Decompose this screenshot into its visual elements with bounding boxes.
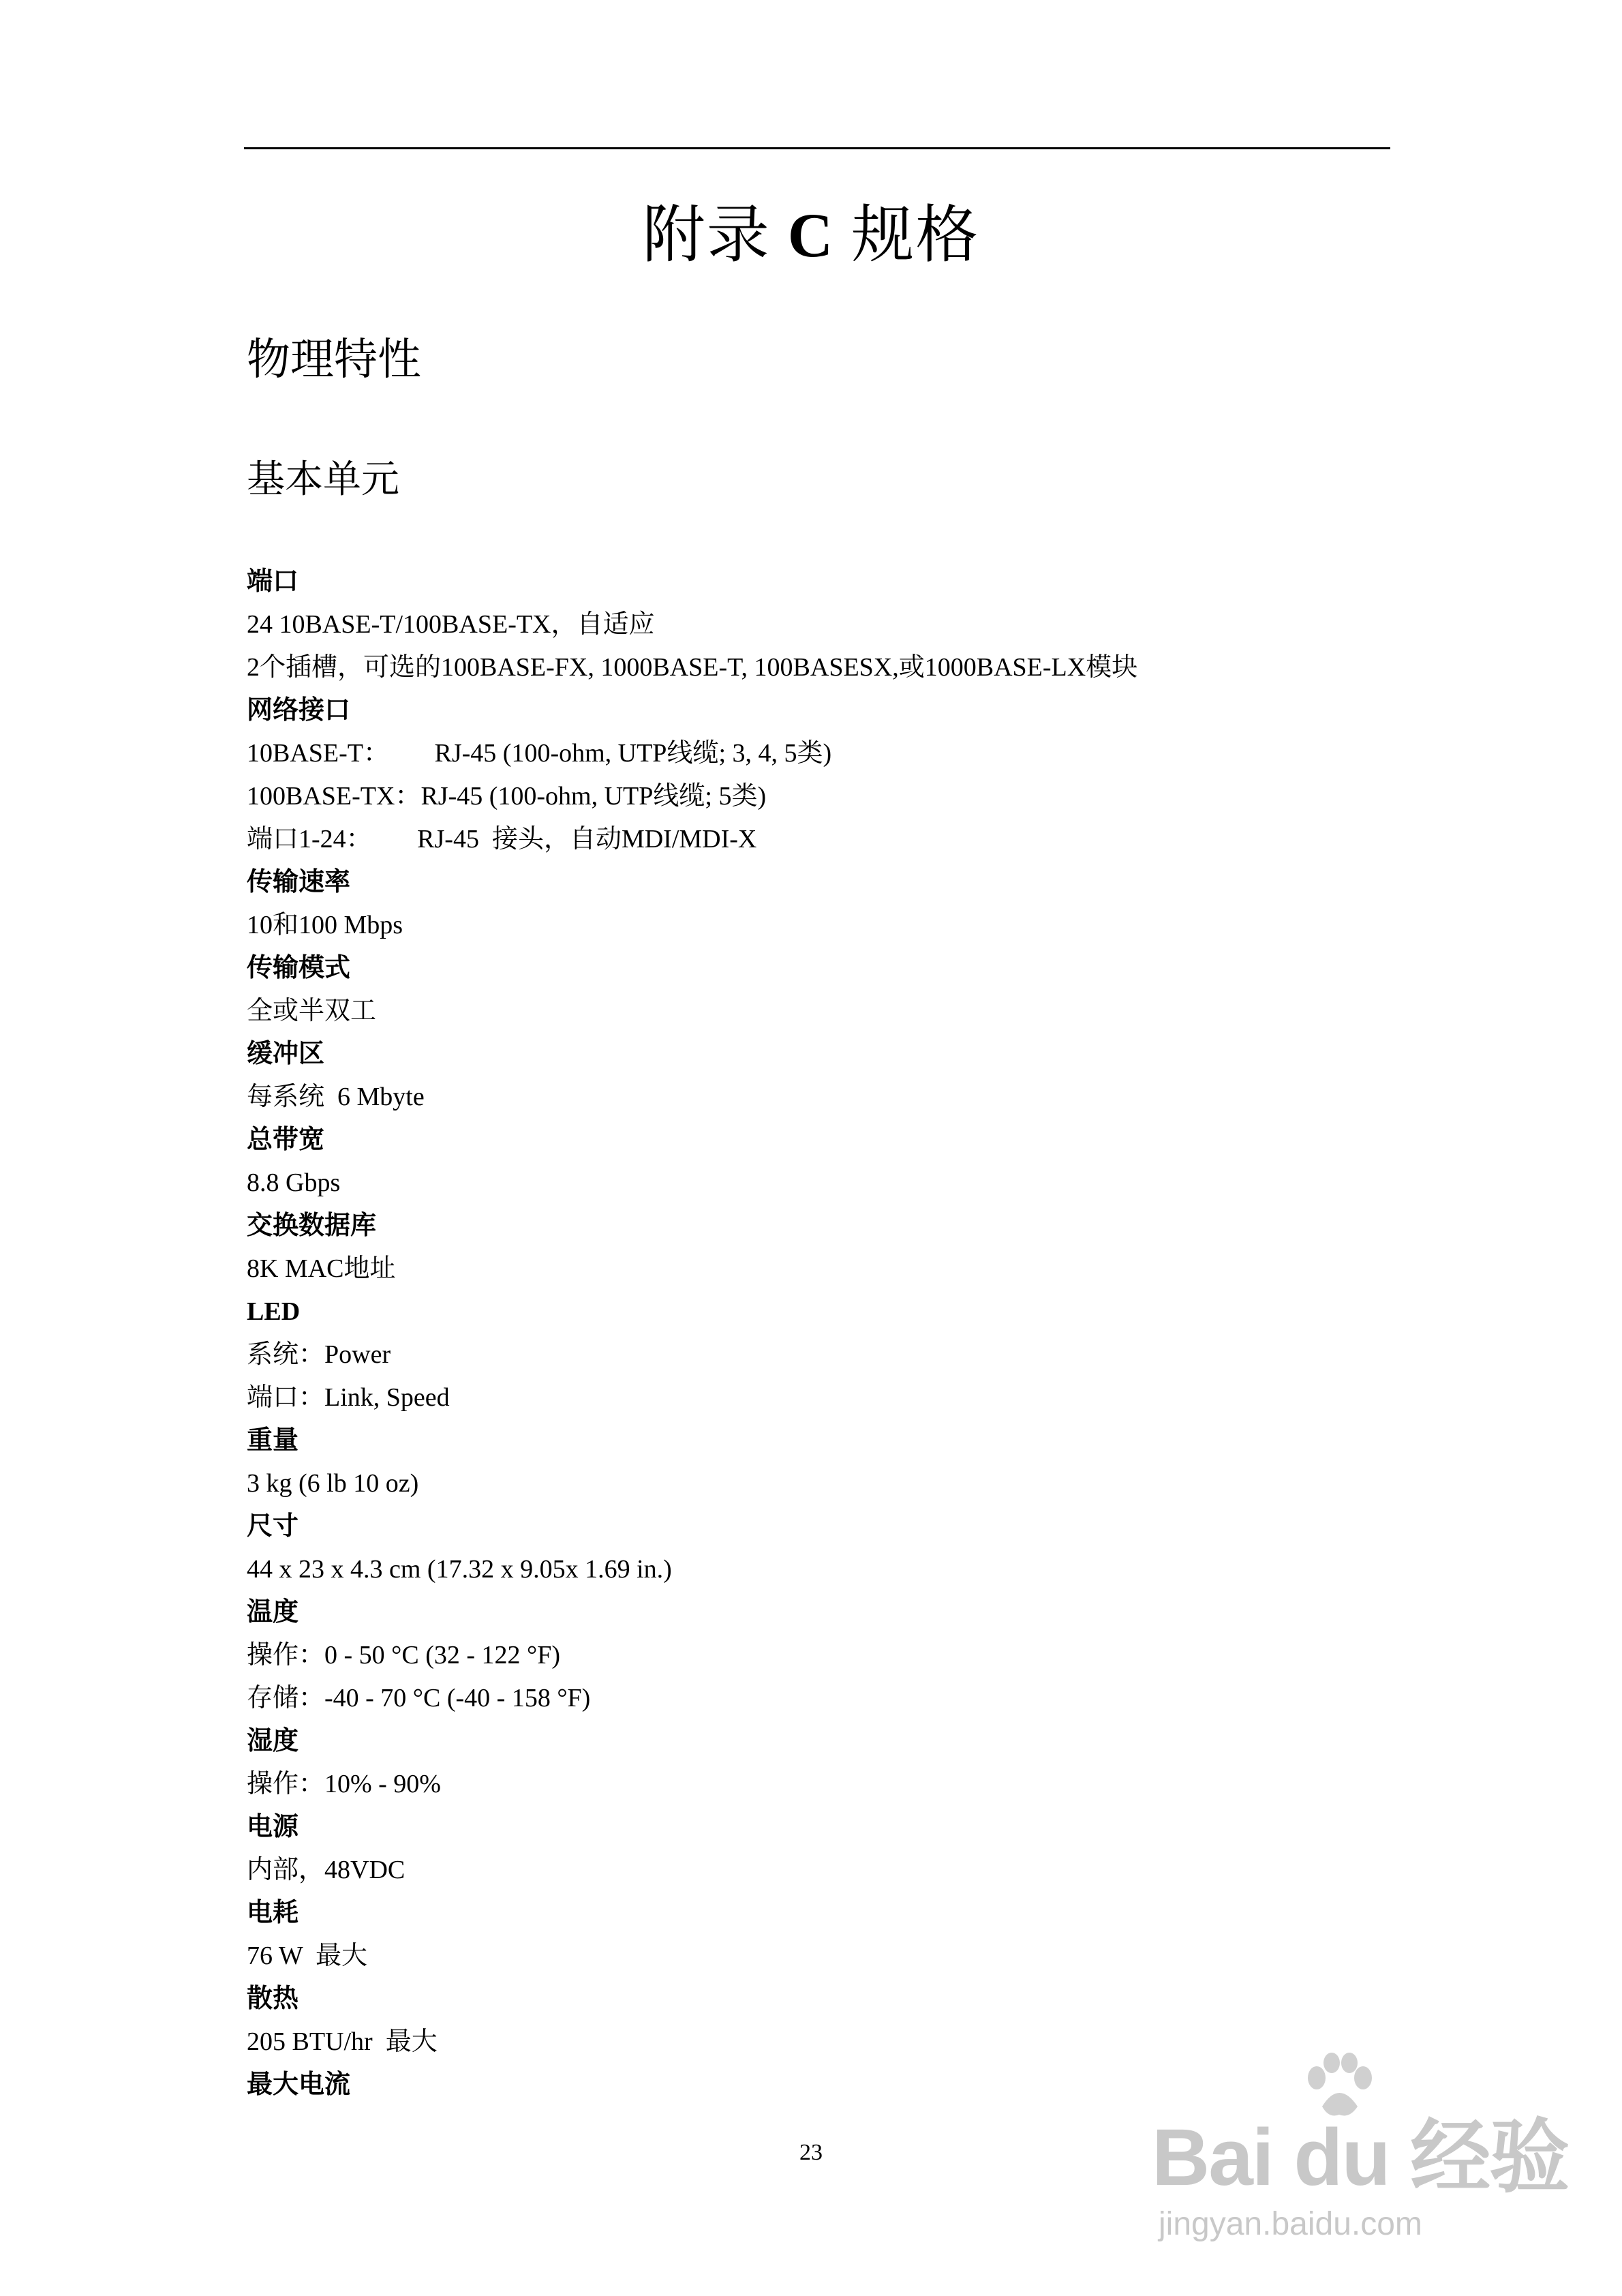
spec-heading: 重量 [247, 1426, 299, 1455]
spec-heading: 总带宽 [247, 1126, 325, 1154]
spec-heading: LED [247, 1297, 301, 1326]
spec-line: 端口：Link, Speed [247, 1383, 450, 1412]
spec-line: 100BASE-TX：RJ-45 (100-ohm, UTP线缆; 5类) [247, 782, 767, 811]
baidu-watermark [1152, 2052, 1569, 2256]
page-title [0, 198, 1622, 273]
spec-line: 8.8 Gbps [247, 1168, 341, 1197]
spec-line: 3 kg (6 lb 10 oz) [247, 1469, 419, 1498]
watermark-brand: Bai du 经验 [1152, 2113, 1569, 2203]
spec-line: 每系统 6 Mbyte [247, 1083, 425, 1111]
header-rule [244, 147, 1390, 149]
spec-line: 44 x 23 x 4.3 cm (17.32 x 9.05x 1.69 in.) [247, 1555, 672, 1584]
spec-heading: 电耗 [247, 1899, 299, 1927]
title-prefix: 附录 [642, 200, 788, 270]
watermark-url: jingyan.baidu.com [1159, 2206, 1422, 2242]
spec-line: 24 10BASE-T/100BASE-TX，自适应 [247, 610, 655, 639]
page-number: 23 [799, 2140, 823, 2165]
spec-heading: 散热 [247, 1984, 299, 2013]
spec-heading: 电源 [247, 1813, 299, 1841]
spec-heading: 湿度 [247, 1727, 299, 1755]
spec-heading: 尺寸 [247, 1512, 299, 1541]
spec-line: 端口1-24： RJ-45 接头，自动MDI/MDI-X [247, 825, 757, 854]
paw-icon [1302, 2052, 1377, 2120]
spec-line: 存储：-40 - 70 °C (-40 - 158 °F) [247, 1684, 591, 1712]
spec-heading: 温度 [247, 1598, 299, 1627]
spec-list [247, 560, 1405, 2106]
spec-heading: 端口 [247, 567, 299, 596]
spec-line: 全或半双工 [247, 997, 377, 1025]
spec-line: 76 W 最大 [247, 1942, 367, 1970]
spec-line: 2个插槽，可选的100BASE-FX, 1000BASE-T, 100BASESX,或1000BASE-LX模块 [247, 653, 1138, 682]
spec-line: 10和100 Mbps [247, 911, 403, 939]
spec-heading: 缓冲区 [247, 1040, 325, 1068]
spec-line: 10BASE-T： RJ-45 (100-ohm, UTP线缆; 3, 4, 5类) [247, 739, 832, 768]
spec-heading: 网络接口 [247, 696, 351, 725]
title-suffix: 规格 [834, 200, 980, 270]
spec-line: 内部，48VDC [247, 1856, 406, 1884]
section-title: 物理特性 [247, 335, 421, 384]
spec-line: 205 BTU/hr 最大 [247, 2027, 438, 2056]
spec-heading: 传输速率 [247, 868, 351, 896]
spec-line: 系统：Power [247, 1340, 391, 1369]
spec-heading: 传输模式 [247, 954, 351, 982]
spec-line: 8K MAC地址 [247, 1254, 396, 1283]
spec-heading: 交换数据库 [247, 1211, 377, 1240]
spec-line: 操作：10% - 90% [247, 1770, 441, 1798]
title-letter: C [787, 200, 835, 270]
spec-line: 操作：0 - 50 °C (32 - 122 °F) [247, 1641, 560, 1670]
subsection-title: 基本单元 [247, 459, 399, 501]
spec-heading: 最大电流 [247, 2070, 351, 2099]
